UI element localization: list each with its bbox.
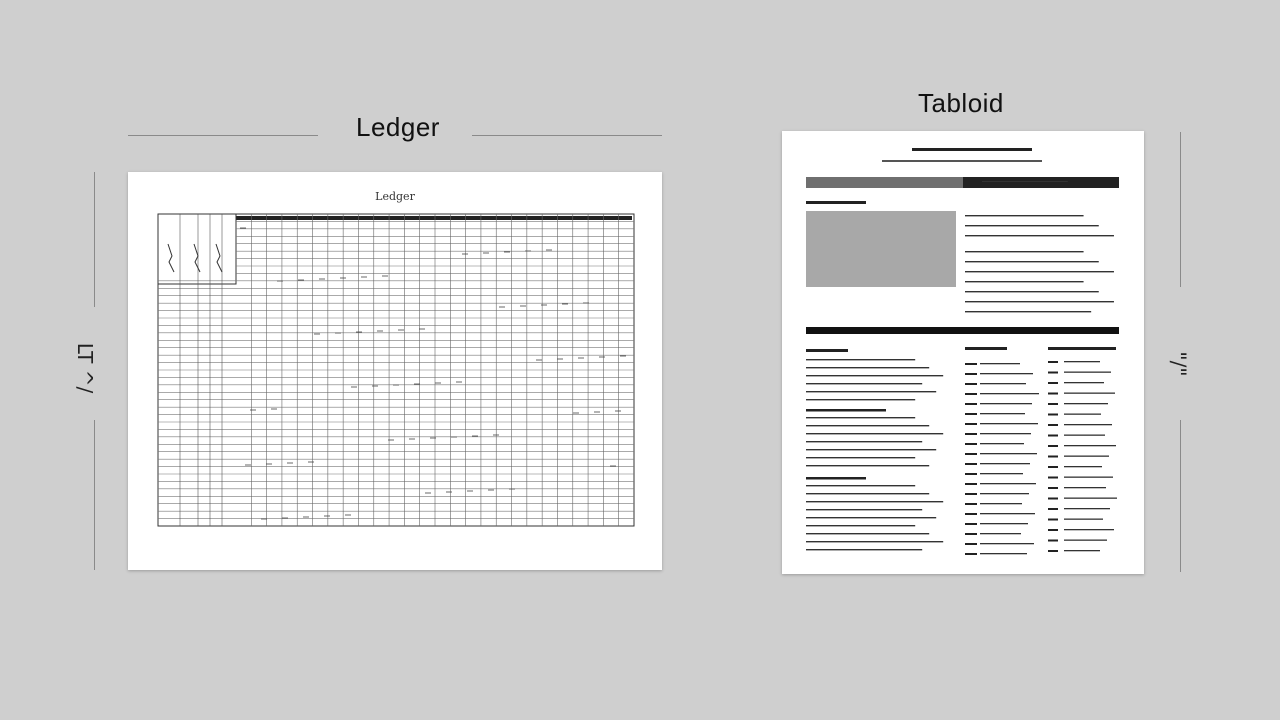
tabloid-list-text bbox=[980, 523, 1028, 524]
tabloid-text-line bbox=[806, 517, 936, 518]
tabloid-list-bullet bbox=[965, 423, 977, 425]
ledger-title-rule-right bbox=[472, 135, 662, 136]
tabloid-list-text bbox=[980, 383, 1026, 384]
tabloid-list-text bbox=[980, 443, 1024, 444]
tabloid-divider-bar bbox=[806, 327, 1119, 334]
tabloid-text-line bbox=[806, 433, 943, 434]
ledger-height-rule-bottom bbox=[94, 420, 95, 570]
tabloid-list-bullet bbox=[965, 433, 977, 435]
tabloid-list-bullet bbox=[965, 373, 977, 375]
tabloid-list-bullet bbox=[965, 533, 977, 535]
tabloid-height-rule-bottom bbox=[1180, 420, 1181, 572]
tabloid-image-placeholder bbox=[806, 211, 956, 287]
tabloid-list-text bbox=[1064, 435, 1105, 436]
tabloid-story-headline bbox=[806, 201, 866, 204]
tabloid-list-text bbox=[1064, 508, 1110, 509]
tabloid-column-headline bbox=[806, 409, 886, 412]
tabloid-text-line bbox=[806, 485, 915, 486]
tabloid-list-bullet bbox=[1048, 519, 1058, 521]
tabloid-list-bullet bbox=[1048, 487, 1058, 489]
tabloid-list-bullet bbox=[965, 513, 977, 515]
tabloid-text-line bbox=[806, 509, 922, 510]
tabloid-list-bullet bbox=[965, 383, 977, 385]
tabloid-page-layout bbox=[782, 131, 1144, 574]
tabloid-list-text bbox=[980, 393, 1039, 394]
tabloid-text-line bbox=[965, 271, 1114, 272]
tabloid-text-line bbox=[806, 367, 929, 368]
tabloid-list-bullet bbox=[1048, 456, 1058, 458]
tabloid-list-text bbox=[1064, 456, 1109, 457]
tabloid-list-text bbox=[980, 493, 1029, 494]
tabloid-list-text bbox=[980, 473, 1023, 474]
tabloid-text-line bbox=[965, 251, 1084, 252]
tabloid-text-line bbox=[806, 391, 936, 392]
tabloid-text-line bbox=[806, 359, 915, 360]
tabloid-list-text bbox=[980, 483, 1036, 484]
tabloid-list-text bbox=[1064, 487, 1106, 488]
tabloid-list-text bbox=[980, 363, 1020, 364]
tabloid-text-line bbox=[965, 261, 1099, 262]
tabloid-page bbox=[782, 131, 1144, 574]
tabloid-masthead bbox=[912, 148, 1032, 151]
tabloid-text-line bbox=[965, 301, 1114, 302]
tabloid-list-bullet bbox=[965, 523, 977, 525]
ledger-title: Ledger bbox=[356, 112, 440, 142]
tabloid-list-bullet bbox=[1048, 445, 1058, 447]
tabloid-list-text bbox=[980, 533, 1021, 534]
tabloid-text-line bbox=[806, 441, 922, 442]
tabloid-list-text bbox=[980, 513, 1035, 514]
tabloid-list-text bbox=[980, 503, 1022, 504]
tabloid-list-bullet bbox=[965, 543, 977, 545]
ledger-height-rule-top bbox=[94, 172, 95, 307]
tabloid-banner-text bbox=[982, 181, 1068, 182]
tabloid-list-text bbox=[1064, 498, 1117, 499]
tabloid-list-text bbox=[1064, 361, 1100, 362]
ledger-grid-scribble bbox=[216, 244, 222, 272]
ledger-page bbox=[128, 172, 662, 570]
tabloid-list-bullet bbox=[1048, 508, 1058, 510]
tabloid-list-text bbox=[1064, 403, 1108, 404]
tabloid-list-bullet bbox=[1048, 498, 1058, 500]
ledger-grid-scribble bbox=[168, 244, 174, 272]
ledger-grid-scribble bbox=[194, 244, 200, 272]
tabloid-text-line bbox=[965, 225, 1099, 226]
tabloid-list-text bbox=[980, 423, 1038, 424]
tabloid-text-line bbox=[806, 493, 929, 494]
tabloid-list-bullet bbox=[1048, 393, 1058, 395]
tabloid-list-text bbox=[980, 373, 1033, 374]
tabloid-list-text bbox=[980, 463, 1030, 464]
tabloid-text-line bbox=[806, 457, 915, 458]
tabloid-text-line bbox=[806, 533, 929, 534]
tabloid-text-line bbox=[965, 291, 1099, 292]
ledger-height-label: LT ^/ bbox=[73, 342, 98, 394]
tabloid-list-text bbox=[1064, 540, 1107, 541]
tabloid-banner-dark bbox=[963, 177, 1119, 188]
tabloid-list-bullet bbox=[965, 483, 977, 485]
tabloid-subhead bbox=[882, 160, 1042, 162]
tabloid-text-line bbox=[806, 541, 943, 542]
tabloid-list-text bbox=[1064, 372, 1111, 373]
tabloid-text-line bbox=[806, 425, 929, 426]
tabloid-text-line bbox=[965, 281, 1084, 282]
tabloid-list-text bbox=[1064, 393, 1115, 394]
tabloid-list-text bbox=[980, 403, 1032, 404]
tabloid-text-line bbox=[965, 235, 1114, 236]
tabloid-text-line bbox=[806, 399, 915, 400]
tabloid-list-bullet bbox=[1048, 424, 1058, 426]
tabloid-height-label: "/" bbox=[1166, 351, 1191, 377]
tabloid-list-bullet bbox=[965, 473, 977, 475]
tabloid-height-rule-top bbox=[1180, 132, 1181, 287]
ledger-page-heading: Ledger bbox=[375, 190, 415, 203]
tabloid-list-text bbox=[980, 453, 1037, 454]
tabloid-list-bullet bbox=[1048, 382, 1058, 384]
tabloid-list-bullet bbox=[965, 463, 977, 465]
ledger-spreadsheet-grid bbox=[156, 212, 636, 528]
tabloid-list-text bbox=[980, 543, 1034, 544]
tabloid-text-line bbox=[806, 383, 922, 384]
tabloid-text-line bbox=[806, 417, 915, 418]
tabloid-list-bullet bbox=[1048, 403, 1058, 405]
tabloid-list-bullet bbox=[1048, 477, 1058, 479]
tabloid-list-bullet bbox=[1048, 361, 1058, 363]
tabloid-text-line bbox=[806, 525, 915, 526]
tabloid-list-text bbox=[1064, 445, 1116, 446]
tabloid-list-text bbox=[1064, 519, 1103, 520]
tabloid-text-line bbox=[806, 465, 929, 466]
tabloid-list-bullet bbox=[965, 453, 977, 455]
tabloid-list-text bbox=[1064, 424, 1112, 425]
tabloid-list-bullet bbox=[965, 393, 977, 395]
tabloid-list-text bbox=[1064, 529, 1114, 530]
tabloid-list-text bbox=[1064, 382, 1104, 383]
tabloid-text-line bbox=[806, 375, 943, 376]
tabloid-list-text bbox=[1064, 414, 1101, 415]
tabloid-list-text bbox=[1064, 477, 1113, 478]
tabloid-list-bullet bbox=[965, 503, 977, 505]
tabloid-list-text bbox=[1064, 466, 1102, 467]
tabloid-list-bullet bbox=[965, 413, 977, 415]
tabloid-list-bullet bbox=[965, 493, 977, 495]
tabloid-banner-gray bbox=[806, 177, 963, 188]
tabloid-list-text bbox=[1064, 550, 1100, 551]
tabloid-column-headline bbox=[965, 347, 1007, 350]
tabloid-list-text bbox=[980, 553, 1027, 554]
tabloid-list-bullet bbox=[1048, 372, 1058, 374]
tabloid-list-bullet bbox=[965, 403, 977, 405]
tabloid-column-headline bbox=[806, 477, 866, 480]
tabloid-text-line bbox=[806, 501, 943, 502]
tabloid-list-bullet bbox=[1048, 466, 1058, 468]
tabloid-title: Tabloid bbox=[918, 88, 1004, 118]
tabloid-column-headline bbox=[806, 349, 848, 352]
tabloid-list-bullet bbox=[1048, 540, 1058, 542]
ledger-title-rule-left bbox=[128, 135, 318, 136]
tabloid-list-bullet bbox=[1048, 529, 1058, 531]
tabloid-text-line bbox=[806, 549, 922, 550]
tabloid-list-bullet bbox=[1048, 550, 1058, 552]
tabloid-column-headline bbox=[1048, 347, 1116, 350]
tabloid-list-bullet bbox=[965, 443, 977, 445]
tabloid-list-text bbox=[980, 413, 1025, 414]
tabloid-text-line bbox=[806, 449, 936, 450]
tabloid-list-bullet bbox=[965, 363, 977, 365]
tabloid-list-bullet bbox=[1048, 414, 1058, 416]
tabloid-text-line bbox=[965, 215, 1084, 216]
tabloid-list-bullet bbox=[965, 553, 977, 555]
tabloid-list-bullet bbox=[1048, 435, 1058, 437]
tabloid-list-text bbox=[980, 433, 1031, 434]
tabloid-text-line bbox=[965, 311, 1091, 312]
